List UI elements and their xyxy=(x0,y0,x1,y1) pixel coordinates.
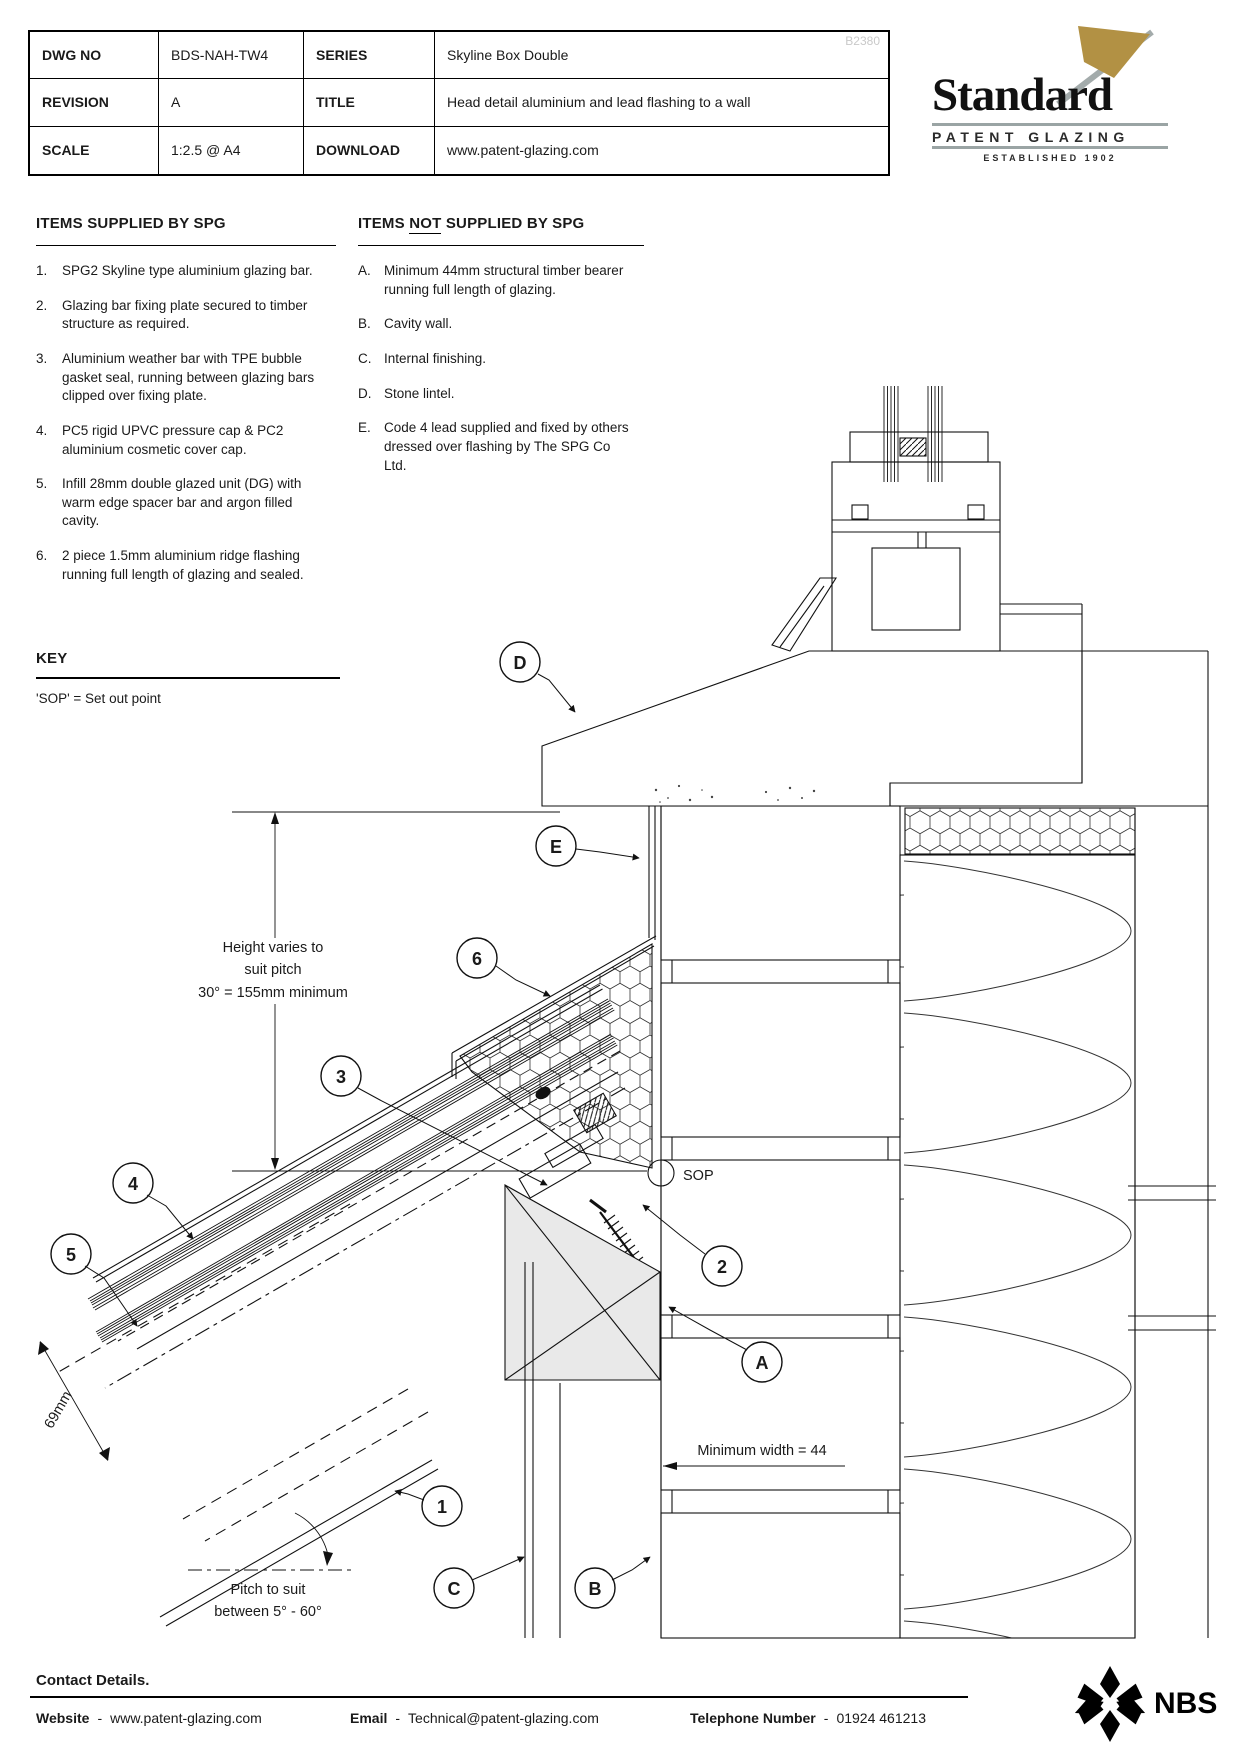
list-item: 6. 2 piece 1.5mm aluminium ridge flashing running full length of glazing and sealed. xyxy=(36,548,304,582)
series-value: Skyline Box Double xyxy=(435,32,888,79)
logo-subtitle: PATENT GLAZING xyxy=(932,129,1130,145)
nbs-wordmark: NBS xyxy=(1154,1687,1218,1720)
svg-text:Pitch to suit: Pitch to suit xyxy=(230,1582,306,1598)
insulation-quilt xyxy=(900,855,1135,1638)
revision-label: REVISION xyxy=(30,79,159,126)
list-item: 5. Infill 28mm double glazed unit (DG) with warm edge spacer bar and argon filled cavity. xyxy=(36,476,302,529)
contact-heading: Contact Details. xyxy=(36,1672,150,1689)
logo-established: ESTABLISHED 1902 xyxy=(983,153,1117,163)
callout-6 xyxy=(457,938,497,978)
list-item: D. Stone lintel. xyxy=(358,385,455,401)
callout-A xyxy=(742,1342,782,1382)
callout-3 xyxy=(321,1056,361,1096)
logo-wordmark: Standard xyxy=(932,69,1113,121)
svg-text:Height varies to: Height varies to xyxy=(222,940,324,956)
svg-text:B: B xyxy=(588,1579,602,1599)
email-link[interactable]: Technical@patent-glazing.com xyxy=(408,1710,599,1726)
contact-footer xyxy=(30,1672,1218,1726)
divider xyxy=(30,1696,968,1698)
callout-D xyxy=(500,642,540,682)
svg-text:5: 5 xyxy=(65,1245,77,1265)
dwg-no-label: DWG NO xyxy=(30,32,159,79)
list-item: C. Internal finishing. xyxy=(358,351,487,367)
list-item: 4. PC5 rigid UPVC pressure cap & PC2 aluminium cosmetic cover cap. xyxy=(36,422,284,457)
phone-item: Telephone Number - 01924 461213 xyxy=(690,1710,926,1726)
key-heading: KEY xyxy=(36,650,68,667)
callout-1 xyxy=(422,1486,462,1526)
plot-watermark: B2380 xyxy=(845,34,880,48)
email-item: Email - Technical@patent-glazing.com xyxy=(350,1710,599,1726)
svg-text:SOP: SOP xyxy=(683,1168,714,1184)
dwg-no-value: BDS-NAH-TW4 xyxy=(159,32,304,79)
supplied-heading: ITEMS SUPPLIED BY SPG xyxy=(36,215,226,232)
list-item: 3. Aluminium weather bar with TPE bubble gasket seal, running between glazing bars clipped over fixing plate. xyxy=(36,351,315,404)
svg-text:D: D xyxy=(513,653,527,673)
download-link[interactable]: www.patent-glazing.com xyxy=(447,142,599,159)
callout-C xyxy=(434,1568,474,1608)
svg-text:suit pitch: suit pitch xyxy=(244,962,302,978)
list-item: A. Minimum 44mm structural timber bearer running full length of glazing. xyxy=(358,263,624,297)
website-item: Website - www.patent-glazing.com xyxy=(36,1710,262,1726)
svg-text:between 5° - 60°: between 5° - 60° xyxy=(214,1604,322,1620)
svg-text:C: C xyxy=(447,1579,461,1599)
callout-B xyxy=(575,1568,615,1608)
list-item: B. Cavity wall. xyxy=(358,316,453,332)
insulation-wedge-hex xyxy=(460,944,652,1168)
svg-text:Minimum width = 44: Minimum width = 44 xyxy=(697,1443,827,1459)
svg-text:3: 3 xyxy=(335,1067,347,1087)
callout-E xyxy=(536,826,576,866)
width-dimension xyxy=(663,1443,845,1470)
key-note: 'SOP' = Set out point xyxy=(36,690,161,706)
svg-text:30° = 155mm minimum: 30° = 155mm minimum xyxy=(198,985,348,1001)
title-value: Head detail aluminium and lead flashing to a wall xyxy=(435,79,888,126)
bar-depth-dimension xyxy=(38,1341,110,1461)
sop-marker xyxy=(648,1160,714,1186)
nbs-flower-icon xyxy=(1070,1664,1150,1744)
revision-value: A xyxy=(159,79,304,126)
svg-text:69mm: 69mm xyxy=(41,1388,76,1432)
list-item: 2. Glazing bar fixing plate secured to timber structure as required. xyxy=(36,297,308,332)
svg-text:4: 4 xyxy=(127,1174,139,1194)
phone-number: 01924 461213 xyxy=(836,1710,926,1726)
website-link[interactable]: www.patent-glazing.com xyxy=(110,1710,262,1726)
svg-text:A: A xyxy=(755,1353,769,1373)
svg-text:2: 2 xyxy=(716,1257,728,1277)
callout-4 xyxy=(113,1163,153,1203)
svg-text:E: E xyxy=(549,837,563,857)
svg-text:1: 1 xyxy=(436,1497,448,1517)
callout-2 xyxy=(702,1246,742,1286)
title-label: TITLE xyxy=(304,79,435,126)
list-item: E. Code 4 lead supplied and fixed by others dressed over flashing by The SPG Co Ltd. xyxy=(358,420,629,473)
not-supplied-heading: ITEMS NOT SUPPLIED BY SPG xyxy=(358,215,585,232)
scale-label: SCALE xyxy=(30,127,159,174)
insulation-board-hex xyxy=(905,808,1135,854)
timber-bearer xyxy=(505,1185,660,1380)
download-label: DOWNLOAD xyxy=(304,127,435,174)
nbs-logo xyxy=(1070,1664,1217,1744)
list-item: 1. SPG2 Skyline type aluminium glazing bar. xyxy=(36,263,313,279)
callout-5 xyxy=(51,1234,91,1274)
series-label: SERIES xyxy=(304,32,435,79)
svg-text:6: 6 xyxy=(471,949,483,969)
scale-value: 1:2.5 @ A4 xyxy=(159,127,304,174)
